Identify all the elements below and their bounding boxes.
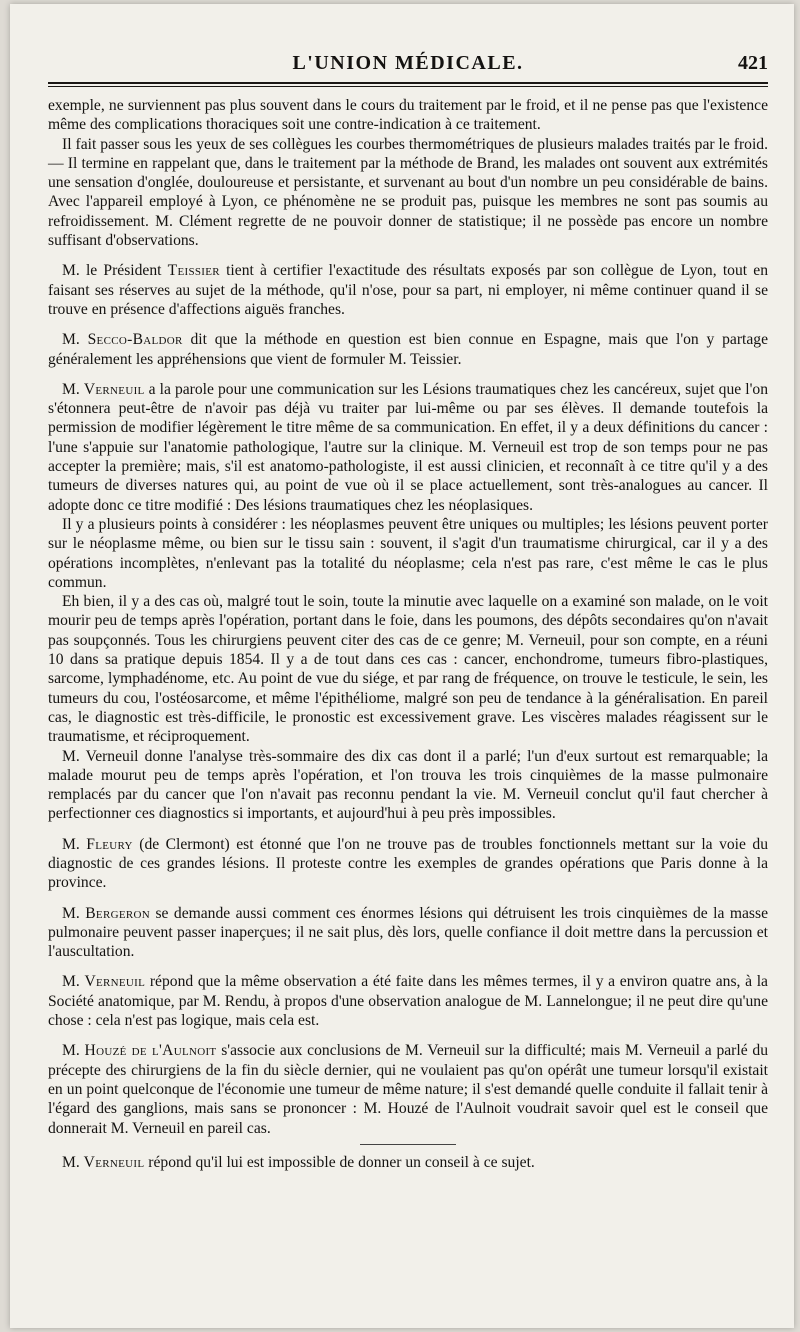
speaker-name: Secco-Baldor (87, 331, 183, 349)
paragraph-3: M. le Président Teissier tient à certifier l'exactitude des résultats exposés par son collègue de Lyon, tout en faisant ses réserves au sujet de la méthode, qu'il n'ose, pour sa part, ni employer, ni même continuer quand il se trouve en présence d'affections aiguës franches. (48, 262, 768, 318)
paragraph-9: M. Fleury (de Clermont) est étonné que l'on ne trouve pas de troubles fonctionnels mettant sur la voie du diagnostic de ces grandes lésions. Il proteste contre les exemples de grandes opérations que Paris donne à la province. (48, 835, 768, 892)
paragraph-13: M. Verneuil répond qu'il lui est impossible de donner un conseil à ce sujet. (62, 1153, 535, 1171)
speaker-name: Fleury (86, 835, 133, 853)
section-divider (360, 1144, 456, 1145)
page-number: 421 (738, 52, 768, 74)
speaker-name: Bergeron (85, 904, 150, 922)
speaker-name: Houzé de l'Aulnoit (84, 1042, 217, 1060)
paragraph-7: Eh bien, il y a des cas où, malgré tout le soin, toute la minutie avec laquelle on a examiné son malade, on le voit mourir peu de temps après l'opération, portant dans le foie, dans les poumons, des dépôts secondaires qu'on n'avait pas soupçonnés. Tous les chirurgiens peuvent citer des cas de ce genre; M. Verneuil, pour son compte, en a réuni 10 dans sa pratique depuis 1854. Il y a de tout dans ces cas : cancer, enchondrome, tumeurs fibro-plastiques, sarcome, lymphadénome, etc. Au point de vue du siége, et par rang de fréquence, on trouve le testicule, le sein, les tumeurs du cou, l'ostéosarcome, et même l'épithéliome, malgré son peu de tendance à la généralisation. En pareil cas, le diagnostic est très-difficile, le pronostic est excessivement grave. Les viscères malades réagissent sur le traumatisme, et réciproquement. (48, 593, 768, 746)
paragraph-10: M. Bergeron se demande aussi comment ces énormes lésions qui détruisent les trois cinquièmes de la masse pulmonaire peuvent passer inaperçues; il ne sait plus, dès lors, quelle confiance il doit mettre dans la percussion et l'auscultation. (48, 904, 768, 961)
speaker-name: Teissier (167, 262, 220, 280)
paragraph-4: M. Secco-Baldor dit que la méthode en question est bien connue en Espagne, mais que l'on y partage généralement les appréhensions que vient de formuler M. Teissier. (48, 331, 768, 368)
speaker-name: Verneuil (84, 973, 146, 991)
paragraph-5: M. Verneuil a la parole pour une communication sur les Lésions traumatiques chez les cancéreux, sujet que l'on s'étonnera peut-être de n'avoir pas déjà vu traiter par lui-même ou par ses élèves. Il demande toutefois la permission de modifier légèrement le titre même de sa communication. En effet, il y a deux définitions du cancer : l'une s'appuie sur l'anatomie pathologique, l'autre sur la clinique. M. Verneuil est trop de son temps pour ne pas accepter la première; mais, s'il est anatomo-pathologiste, il est aussi clinicien, et reconnaît à ce titre qu'il y a des tumeurs de diverses natures qui, au point de vue où il se place actuellement, sont très-analogues au cancer. Il adopte donc ce titre modifié : Des lésions traumatiques chez les néoplasiques. (48, 380, 768, 514)
paragraph-12: M. Houzé de l'Aulnoit s'associe aux conclusions de M. Verneuil sur la difficulté; mais M. Verneuil a parlé du précepte des chirurgiens de la fin du siècle dernier, qui ne voulaient pas qu'on opérât une tumeur lorsqu'il existait en un point quelconque de l'économie une tumeur de même nature; il s'est demandé quelle conduite il fallait tenir à l'égard des ganglions, mais sans se prononcer : M. Houzé de l'Aulnoit voudrait savoir quel est le conseil que donnerait M. Verneuil en pareil cas. (48, 1042, 768, 1137)
header-rule (48, 82, 768, 84)
running-header (48, 52, 768, 78)
paragraph-2: Il fait passer sous les yeux de ses collègues les courbes thermométriques de plusieurs malades traités par le froid. — Il termine en rappelant que, dans le traitement par la méthode de Brand, les malades ont souvent aux extrémités une sensation d'onglée, douloureuse et persistante, et survenant au bout d'un nombre un peu considérable de bains. Avec l'appareil employé à Lyon, ce phénomène ne se produit pas, puisque les membres ne sont pas soumis au refroidissement. M. Clément regrette de ne pouvoir donner de statistique; il ne possède pas encore un nombre suffisant d'observations. (48, 135, 768, 250)
journal-title: L'UNION MÉDICALE. (292, 52, 524, 74)
paragraph-11: M. Verneuil répond que la même observation a été faite dans les mêmes termes, il y a environ quatre ans, à la Société anatomique, par M. Rendu, à propos d'une observation analogue de M. Lannelongue; il ne peut dire qu'une chose : cela n'est pas logique, mais cela est. (48, 973, 768, 1030)
paragraph-6: Il y a plusieurs points à considérer : les néoplasmes peuvent être uniques ou multiples; les lésions peuvent porter sur le néoplasme même, ou bien sur le tissu sain : souvent, il s'agit d'un traumatisme chirurgical, car il y a des opérations incomplètes, n'enlevant pas la totalité du néoplasme; cela n'est pas rare, c'est même le cas le plus commun. (48, 515, 768, 591)
article-body (48, 96, 768, 1172)
header-rule-thin (48, 86, 768, 87)
paragraph-1: exemple, ne surviennent pas plus souvent dans le cours du traitement par le froid, et il ne pense pas que l'existence même des complications thoraciques soit une contre-indication à ce traitement. (48, 97, 768, 134)
speaker-name: Verneuil (83, 1153, 145, 1171)
paragraph-8: M. Verneuil donne l'analyse très-sommaire des dix cas dont il a parlé; l'un d'eux surtout est remarquable; la malade mourut peu de temps après l'opération, et l'on trouva les trois cinquièmes de la masse pulmonaire remplacés par du cancer que l'on n'avait pas reconnu pendant la vie. M. Verneuil conclut qu'il faut chercher à perfectionner ces diagnostics si importants, et aujourd'hui à peu près impossibles. (48, 747, 768, 823)
speaker-name: Verneuil (83, 380, 145, 398)
page (10, 4, 794, 1328)
